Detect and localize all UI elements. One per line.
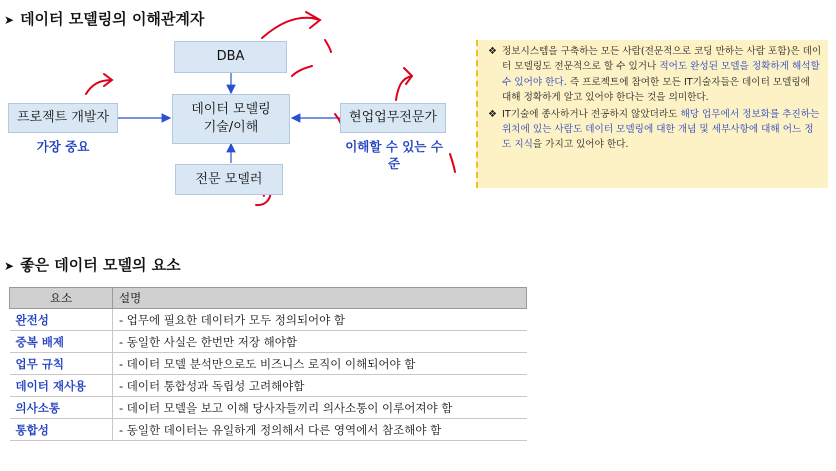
note-item: ❖ IT기술에 종사하거나 전공하지 않았더라도 해당 업무에서 정보화를 추진하는 위치에 있는 사람도 데이터 모델링에 대한 개념 및 세부사항에 대해 어느 정도 지식을 가지고 있어야 한다. <box>488 108 820 151</box>
diamond-bullet-icon: ❖ <box>488 46 497 57</box>
section-title-stakeholders: ➤ 데이터 모델링의 이해관계자 <box>4 10 205 28</box>
center-line-2: 기술/이해 <box>203 120 259 135</box>
diamond-bullet-icon: ❖ <box>488 108 497 120</box>
element-key: 완전성 <box>10 309 113 331</box>
developer-box <box>8 103 118 133</box>
red-mark-developer <box>86 74 112 94</box>
red-mark-dba <box>262 12 320 38</box>
modeler-label: 전문 모델러 <box>195 171 263 187</box>
element-desc: - 업무에 필요한 데이터가 모두 정의되어야 함 <box>113 309 527 331</box>
element-desc: - 데이터 통합성과 독립성 고려해야함 <box>113 375 527 397</box>
header-element: 요소 <box>10 288 113 309</box>
table-row <box>10 397 527 419</box>
element-desc: - 데이터 모델을 보고 이해 당사자들끼리 의사소통이 이루어져야 함 <box>113 397 527 419</box>
expert-label: 현업업무전문가 <box>349 110 437 125</box>
expert-note: 이해할 수 있는 수 준 <box>345 139 443 171</box>
element-key: 업무 규칙 <box>10 353 113 375</box>
table-row <box>10 331 527 353</box>
element-key: 통합성 <box>10 419 113 441</box>
stakeholder-notes <box>476 40 828 188</box>
table-row <box>10 309 527 331</box>
red-mark-expert <box>396 68 412 100</box>
developer-label: 프로젝트 개발자 <box>16 110 110 125</box>
element-desc: - 데이터 모델 분석만으로도 비즈니스 로직이 이해되어야 함 <box>113 353 527 375</box>
element-key: 중복 배제 <box>10 331 113 353</box>
red-mark-center <box>292 66 312 76</box>
arrowhead-right-icon: ➤ <box>4 13 15 27</box>
element-desc: - 동일한 데이터는 유일하게 정의해서 다른 영역에서 참조해야 함 <box>113 419 527 441</box>
note-item: ❖ 정보시스템을 구축하는 모든 사람(전문적으로 코딩 만하는 사람 포함)은 데이터 모델링도 전문적으로 할 수 있거나 적어도 완성된 모델을 정확하게 해석할 수 있어야 한다. 즉 프로젝트에 참여한 모든 IT기술자들은 데이터 모델링에 대해 정확하게 알고 있어야 한다는 것을 의미한다. <box>488 46 822 104</box>
table-header-row <box>10 288 527 309</box>
dba-label: DBA <box>216 49 245 64</box>
element-key: 의사소통 <box>10 397 113 419</box>
table-row <box>10 353 527 375</box>
table-row <box>10 419 527 441</box>
header-description: 설명 <box>113 288 527 309</box>
element-key: 데이터 재사용 <box>10 375 113 397</box>
center-box <box>172 94 290 144</box>
section-title-elements: ➤ 좋은 데이터 모델의 요소 <box>4 256 181 274</box>
modeler-box <box>175 164 283 195</box>
element-desc: - 동일한 사실은 한번만 저장 해야함 <box>113 331 527 353</box>
table-row <box>10 375 527 397</box>
red-mark-tick-1 <box>325 40 331 52</box>
center-line-1: 데이터 모델링 <box>191 102 271 117</box>
developer-note: 가장 중요 <box>36 139 90 154</box>
dba-box <box>174 41 287 73</box>
model-elements-table <box>9 287 527 441</box>
arrowhead-right-icon: ➤ <box>4 259 15 273</box>
expert-box <box>340 103 446 133</box>
